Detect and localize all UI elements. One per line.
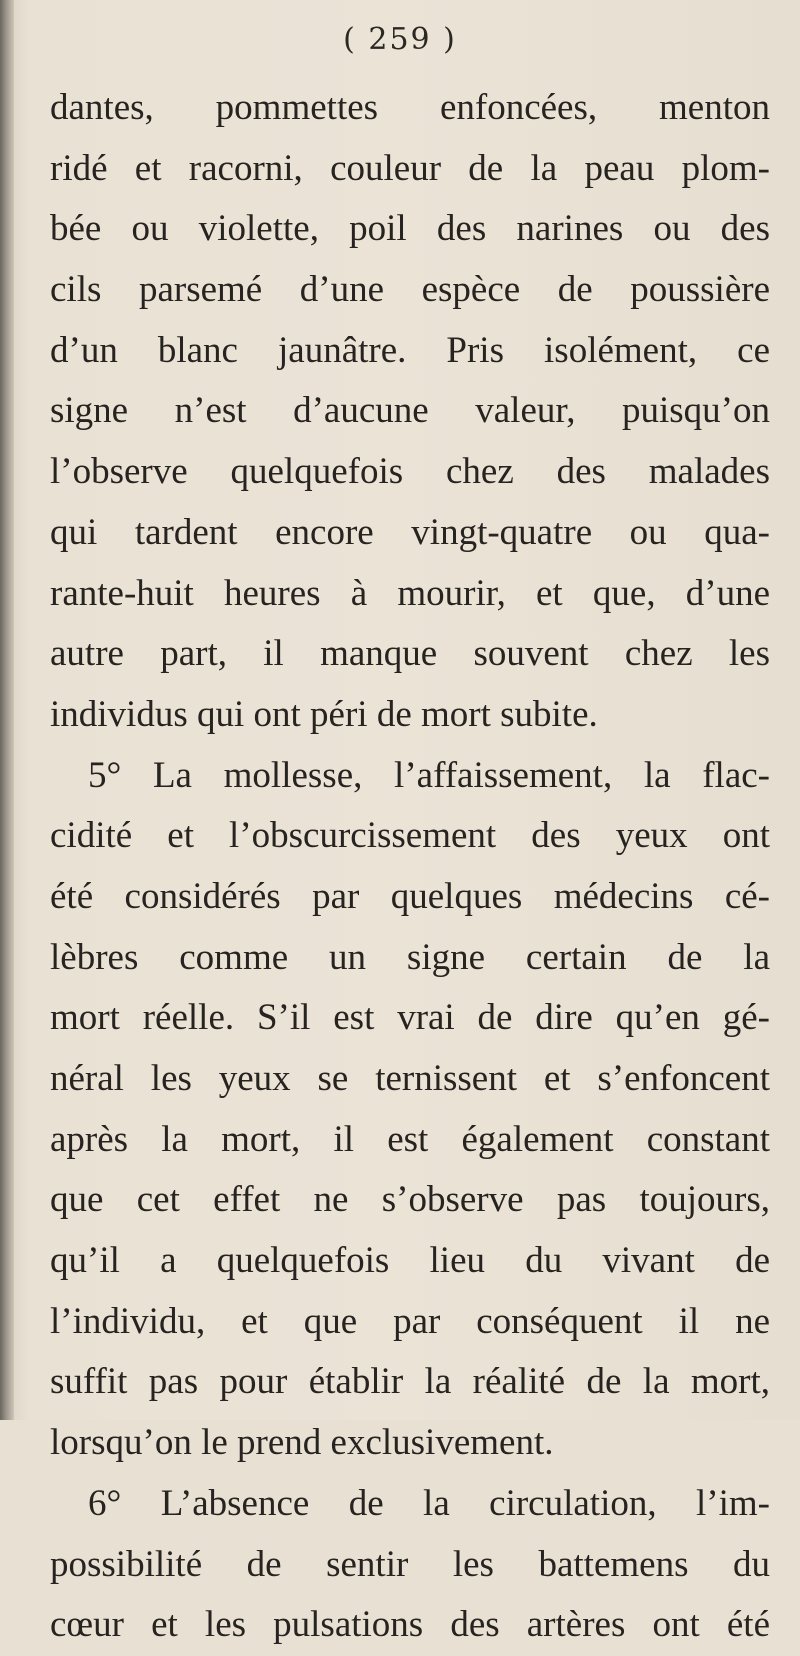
text-line-20: qu’il a quelquefois lieu du vivant de <box>50 1240 770 1282</box>
text-line-5: d’un blanc jaunâtre. Pris isolément, ce <box>50 329 770 371</box>
text-line-22: suffit pas pour établir la réalité de la mort, <box>50 1361 770 1403</box>
text-line-1: dantes, pommettes enfoncées, menton <box>50 87 770 128</box>
text-line-18: après la mort, il est également constant <box>50 1118 770 1160</box>
text-line-10: autre part, il manque souvent chez les <box>50 633 770 675</box>
text-line-13: cidité et l’obscurcissement des yeux ont <box>50 815 770 857</box>
text-line-4: cils parsemé d’une espèce de poussière <box>50 269 770 311</box>
text-line-21: l’individu, et que par conséquent il ne <box>50 1300 770 1342</box>
text-line-11: individus qui ont péri de mort subite. <box>50 693 598 735</box>
text-line-12: 5° La mollesse, l’affaissement, la flac- <box>88 754 770 796</box>
text-line-23: lorsqu’on le prend exclusivement. <box>50 1422 554 1464</box>
text-line-25: possibilité de sentir les battemens du <box>50 1543 770 1585</box>
text-line-3: bée ou violette, poil des narines ou des <box>50 208 770 250</box>
page-number: ( 259 ) <box>343 22 457 57</box>
text-line-26: cœur et les pulsations des artères ont été <box>50 1604 770 1646</box>
text-line-7: l’observe quelquefois chez des malades <box>50 451 770 493</box>
text-line-15: lèbres comme un signe certain de la <box>50 936 770 978</box>
text-line-24: 6° L’absence de la circulation, l’im- <box>88 1482 770 1524</box>
text-line-17: néral les yeux se ternissent et s’enfoncent <box>50 1058 770 1099</box>
text-line-14: été considérés par quelques médecins cé- <box>50 875 770 917</box>
binding-edge <box>0 0 14 1420</box>
text-line-8: qui tardent encore vingt-quatre ou qua- <box>50 511 770 553</box>
text-line-16: mort réelle. S’il est vrai de dire qu’en gé- <box>50 997 770 1039</box>
text-line-19: que cet effet ne s’observe pas toujours, <box>50 1179 770 1221</box>
text-line-2: ridé et racorni, couleur de la peau plom- <box>50 147 770 189</box>
body-text <box>50 78 770 1656</box>
text-line-9: rante-huit heures à mourir, et que, d’une <box>50 572 770 614</box>
text-line-6: signe n’est d’aucune valeur, puisqu’on <box>50 390 770 432</box>
